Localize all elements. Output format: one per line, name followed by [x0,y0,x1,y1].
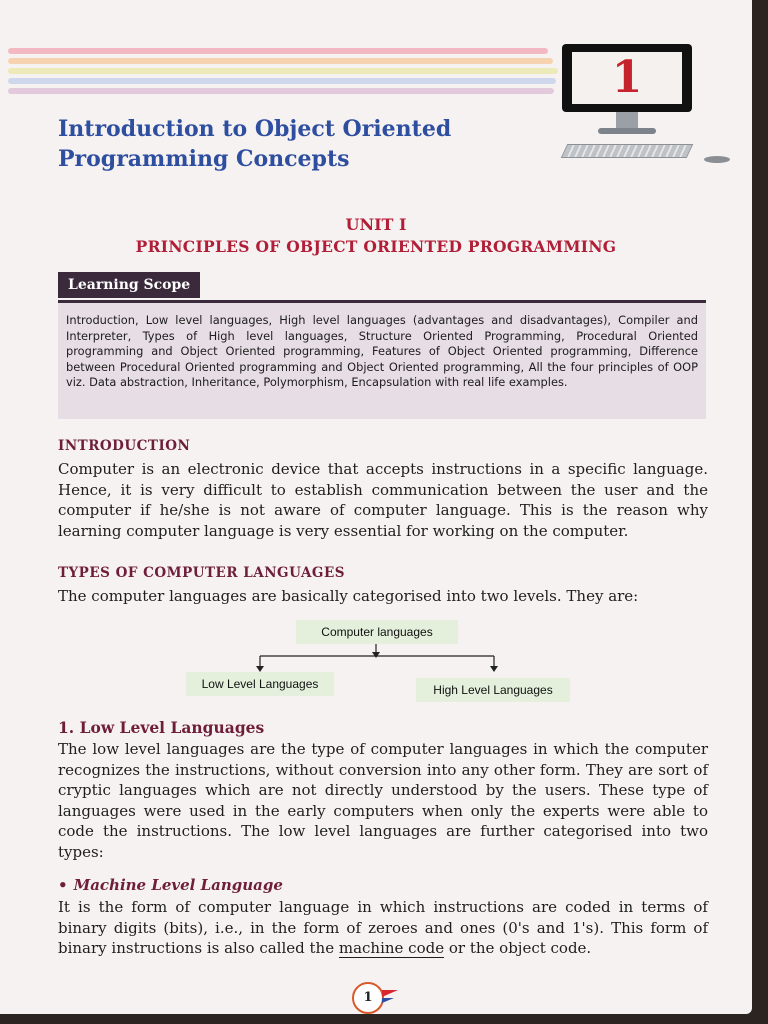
diagram-high-level-box: High Level Languages [416,678,570,702]
keyboard-icon [561,144,694,158]
machine-code-term: machine code [338,939,445,957]
learning-scope-text: Introduction, Low level languages, High level languages (advantages and disadvantages), Compiler and Interpreter, Types of High level languages, Structure Oriented Programming, Procedural Oriented programming and Object Oriented programming, Features of Object Oriented programming, Difference between Procedural Oriented programming and Object Oriented programming, All the four principles of OOP viz. Data abstraction, Inheritance, Polymorphism, Encapsulation with real life examples. [66,313,698,389]
chapter-number: 1 [572,52,682,104]
mouse-icon [704,156,730,163]
machine-level-heading [58,876,283,894]
diagram-root-box: Computer languages [296,620,458,644]
machine-level-text-end: or the object code. [444,939,592,957]
learning-scope-box [58,300,706,419]
learning-scope-heading: Learning Scope [58,272,200,298]
unit-title: PRINCIPLES OF OBJECT ORIENTED PROGRAMMING [135,237,617,256]
types-paragraph: The computer languages are basically categorised into two levels. They are: [58,587,639,605]
chapter-title-line-2: Programming Concepts [58,146,350,172]
machine-level-text-start: It is the form of computer language in which instructions are coded in terms of binary digits (bits), i.e., in the form of zeroes and ones (0's and 1's). This form of binary instructions is also called the [58,898,708,957]
low-level-heading: 1. Low Level Languages [58,718,265,737]
low-level-paragraph: The low level languages are the type of computer languages in which the computer recognizes the instructions, without conversion into any other form. They are sort of cryptic languages which are not directly understood by the users. These type of languages were used in the early computers when only the experts were able to code the instructions. The low level languages are further categorised into two types: [58,740,708,861]
introduction-heading: INTRODUCTION [58,438,191,454]
page-number: 1 [352,982,384,1014]
bullet-icon: • [58,876,68,894]
types-heading: TYPES OF COMPUTER LANGUAGES [58,565,345,581]
decorative-header-stripes [0,46,560,96]
diagram-low-level-box: Low Level Languages [186,672,334,696]
chapter-title [58,114,538,174]
unit-heading [0,214,752,258]
chapter-number-monitor-icon [558,44,698,164]
machine-level-heading-text: Machine Level Language [73,876,283,894]
machine-level-paragraph [58,897,708,959]
diagram-connector-arrows [250,644,510,674]
page-number-flag-icon [382,990,398,997]
page-number-flag-icon-2 [382,998,394,1003]
chapter-title-line-1: Introduction to Object Oriented [58,116,452,142]
unit-label: UNIT I [345,215,407,234]
introduction-paragraph: Computer is an electronic device that accepts instructions in a specific language. Hence, it is very difficult to establish communication between the user and the computer if he/she is not aware of computer language. This is the reason why learning computer language is very essential for working on the computer. [58,460,708,540]
